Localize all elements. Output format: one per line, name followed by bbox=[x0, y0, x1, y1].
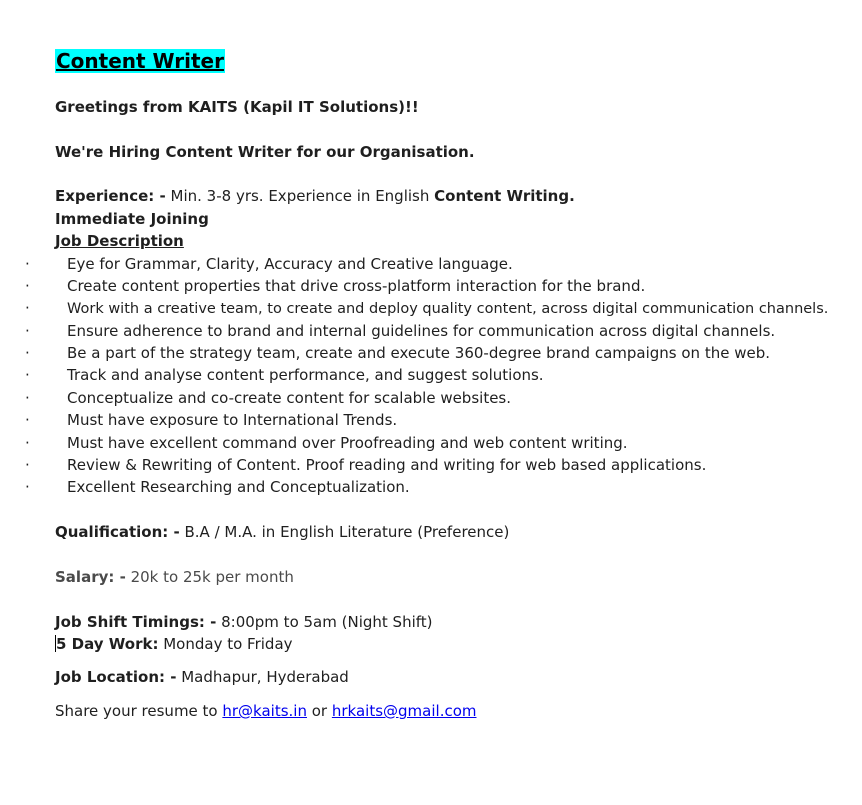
salary-label: Salary: - bbox=[55, 568, 126, 586]
shift-label: Job Shift Timings: - bbox=[55, 613, 217, 631]
email-link-hr[interactable]: hr@kaits.in bbox=[222, 702, 307, 720]
workdays-text: Monday to Friday bbox=[158, 635, 293, 653]
share-middle: or bbox=[306, 702, 332, 720]
salary-text: 20k to 25k per month bbox=[125, 568, 294, 586]
bullet-icon: · bbox=[25, 389, 30, 407]
list-item-text: Excellent Researching and Conceptualization. bbox=[67, 478, 410, 496]
experience-label: Experience: - bbox=[55, 187, 166, 205]
job-description-heading: Job Description bbox=[55, 232, 184, 250]
list-item-text: Conceptualize and co-create content for scalable websites. bbox=[67, 389, 512, 407]
share-line bbox=[55, 701, 477, 721]
experience-text: Min. 3-8 yrs. Experience in English bbox=[165, 187, 435, 205]
experience-line bbox=[55, 186, 575, 206]
hiring-text: We're Hiring Content Writer for our Organisation. bbox=[55, 143, 475, 161]
list-item-text: Must have exposure to International Trends. bbox=[67, 411, 398, 429]
bullet-icon: · bbox=[25, 411, 30, 429]
qualification-label: Qualification: - bbox=[55, 523, 180, 541]
experience-bold-tail: Content Writing. bbox=[434, 187, 575, 205]
bullet-icon: · bbox=[25, 277, 30, 295]
shift-line bbox=[55, 612, 433, 632]
list-item bbox=[25, 254, 513, 274]
immediate-text: Immediate Joining bbox=[55, 210, 209, 228]
list-item-text: Create content properties that drive cross-platform interaction for the brand. bbox=[67, 277, 646, 295]
bullet-icon: · bbox=[25, 456, 30, 474]
bullet-icon: · bbox=[25, 322, 30, 340]
bullet-icon: · bbox=[25, 478, 30, 496]
location-label: Job Location: - bbox=[55, 668, 177, 686]
greeting-line bbox=[55, 97, 419, 117]
list-item bbox=[25, 298, 828, 319]
list-item bbox=[25, 433, 628, 453]
qualification-line bbox=[55, 522, 509, 542]
greeting-text: Greetings from KAITS (Kapil IT Solutions)!! bbox=[55, 98, 419, 116]
list-item-text: Eye for Grammar, Clarity, Accuracy and Creative language. bbox=[67, 255, 513, 273]
workdays-line bbox=[55, 634, 293, 654]
list-item-text: Ensure adherence to brand and internal guidelines for communication across digital channels. bbox=[67, 322, 776, 340]
list-item bbox=[25, 365, 544, 385]
bullet-icon: · bbox=[25, 255, 30, 273]
workdays-label: 5 Day Work: bbox=[56, 635, 159, 653]
salary-line bbox=[55, 567, 294, 587]
bullet-icon: · bbox=[25, 344, 30, 362]
list-item bbox=[25, 343, 770, 363]
page-title: Content Writer bbox=[56, 49, 224, 73]
list-item bbox=[25, 388, 511, 408]
list-item bbox=[25, 410, 397, 430]
email-link-hrkaits[interactable]: hrkaits@gmail.com bbox=[331, 702, 477, 720]
bullet-icon: · bbox=[25, 366, 30, 384]
location-line bbox=[55, 667, 349, 687]
list-item-text: Be a part of the strategy team, create and execute 360-degree brand campaigns on the web. bbox=[67, 344, 771, 362]
list-item bbox=[25, 477, 410, 497]
shift-text: 8:00pm to 5am (Night Shift) bbox=[216, 613, 433, 631]
list-item-text: Review & Rewriting of Content. Proof reading and writing for web based applications. bbox=[67, 456, 707, 474]
list-item-text: Work with a creative team, to create and deploy quality content, across digital communication channels. bbox=[67, 301, 829, 317]
bullet-icon: · bbox=[25, 299, 30, 317]
hiring-line bbox=[55, 142, 475, 162]
bullet-icon: · bbox=[25, 434, 30, 452]
title-line bbox=[55, 48, 225, 74]
list-item bbox=[25, 455, 706, 475]
job-description-heading-line bbox=[55, 231, 184, 251]
qualification-text: B.A / M.A. in English Literature (Preference) bbox=[179, 523, 510, 541]
list-item bbox=[25, 321, 775, 341]
list-item-text: Must have excellent command over Proofreading and web content writing. bbox=[67, 434, 628, 452]
location-text: Madhapur, Hyderabad bbox=[176, 668, 349, 686]
immediate-line bbox=[55, 209, 209, 229]
share-prefix: Share your resume to bbox=[55, 702, 223, 720]
list-item-text: Track and analyse content performance, and suggest solutions. bbox=[67, 366, 544, 384]
list-item bbox=[25, 276, 645, 296]
